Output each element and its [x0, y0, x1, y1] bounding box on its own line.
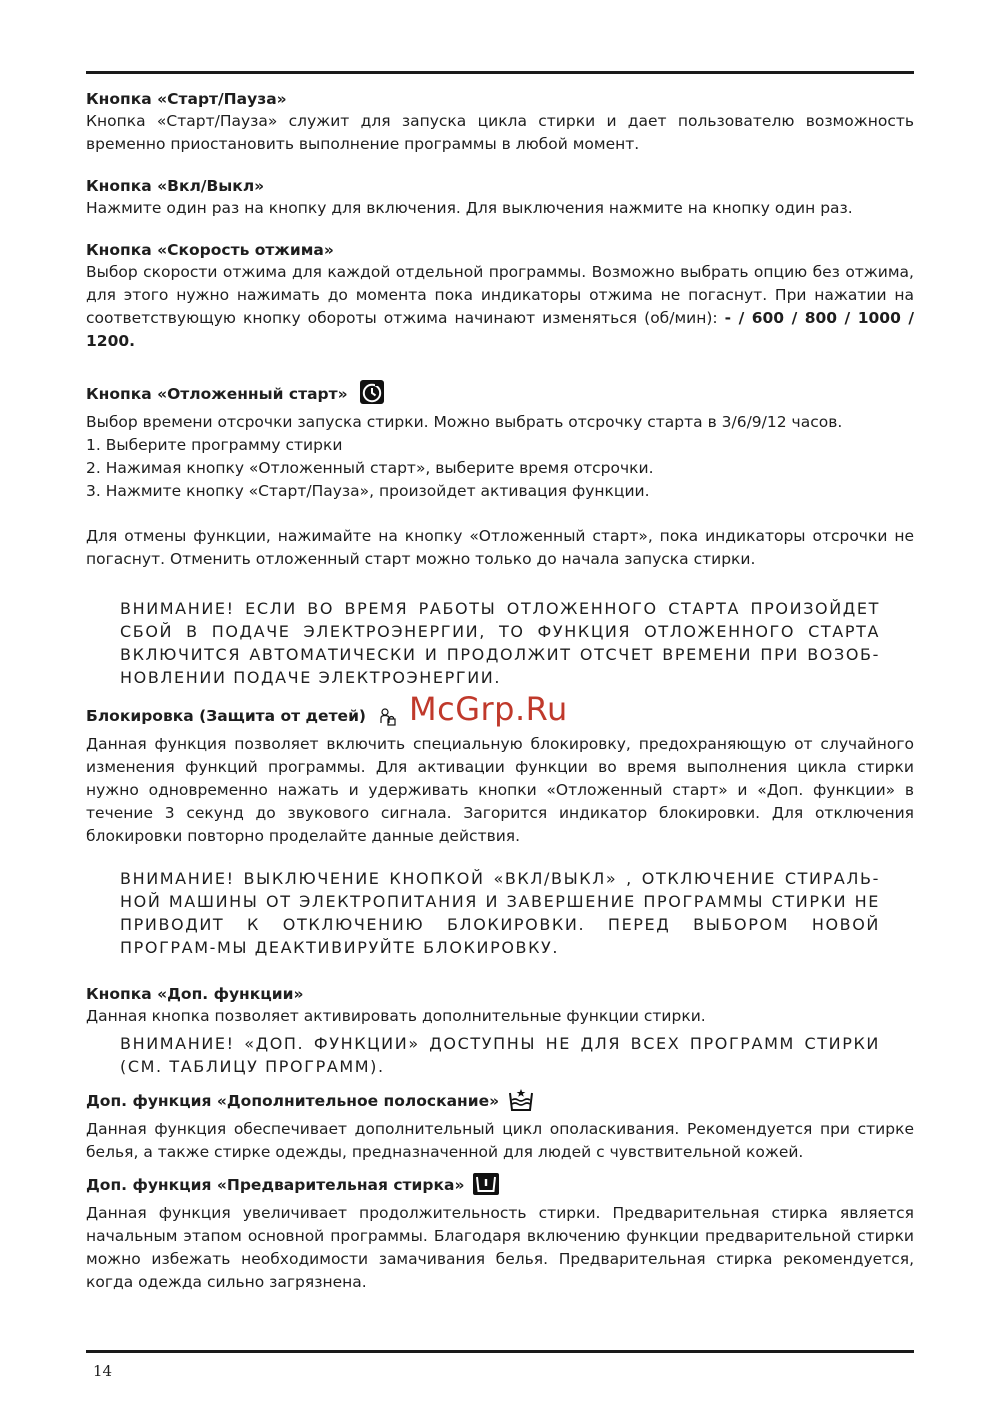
section-power — [86, 175, 914, 220]
child-lock-icon — [377, 707, 397, 733]
section-spin — [86, 239, 914, 353]
section-title: Кнопка «Доп. функции» — [86, 985, 304, 1003]
warning-note: ВНИМАНИЕ! ЕСЛИ ВО ВРЕМЯ РАБОТЫ ОТЛОЖЕННОГО СТАРТА ПРОИЗОЙДЕТ СБОЙ В ПОДАЧЕ ЭЛЕКТРОЭНЕРГИИ, ТО ФУНКЦИЯ ОТЛОЖЕННОГО СТАРТА ВКЛЮЧИТСЯ АВТОМАТИЧЕСКИ И ПРОДОЛЖИТ ОТСЧЕТ ВРЕМЕНИ ПРИ ВОЗОБ-НОВЛЕНИИ ПОДАЧЕ ЭЛЕКТРОЭНЕРГИИ. — [120, 599, 880, 687]
section-title — [86, 1172, 914, 1202]
bottom-rule — [86, 1350, 914, 1353]
section-text: Данная функция увеличивает продолжительность стирки. Предварительная стирка является начальным этапом основной программы. Благодаря включению функции предварительной стирки можно избежать необходимости замачивания белья. Предварительная стирка рекомендуется, когда одежда сильно загрязнена. — [86, 1204, 914, 1291]
step-item: 2. Нажимая кнопку «Отложенный старт», выберите время отсрочки. — [86, 459, 654, 477]
section-start-pause — [86, 88, 914, 156]
section-title: Кнопка «Старт/Пауза» — [86, 90, 287, 108]
section-lock — [86, 705, 914, 959]
section-text: Данная кнопка позволяет активировать дополнительные функции стирки. — [86, 1007, 706, 1025]
warning-note: ВНИМАНИЕ! ВЫКЛЮЧЕНИЕ КНОПКОЙ «ВКЛ/ВЫКЛ» , ОТКЛЮЧЕНИЕ СТИРАЛЬ-НОЙ МАШИНЫ ОТ ЭЛЕКТРОПИТАНИЯ И ЗАВЕРШЕНИЕ ПРОГРАММЫ СТИРКИ НЕ ПРИВОДИТ К ОТКЛЮЧЕНИЮ БЛОКИРОВКИ. ПЕРЕД ВЫБОРОМ НОВОЙ ПРОГРАМ-МЫ ДЕАКТИВИРУЙТЕ БЛОКИРОВКУ. — [120, 869, 880, 957]
section-text: Кнопка «Старт/Пауза» служит для запуска цикла стирки и дает пользователю возможность временно приостановить выполнение программы в любой момент. — [86, 112, 914, 153]
section-delay — [86, 379, 914, 689]
rinse-title: Доп. функция «Дополнительное полоскание» — [86, 1092, 500, 1110]
section-extra-functions — [86, 983, 914, 1078]
lock-title: Блокировка (Защита от детей) — [86, 707, 367, 725]
warning-note: ВНИМАНИЕ! «ДОП. ФУНКЦИИ» ДОСТУПНЫ НЕ ДЛЯ ВСЕХ ПРОГРАММ СТИРКИ (СМ. ТАБЛИЦУ ПРОГРАММ). — [120, 1034, 880, 1076]
prewash-icon — [472, 1172, 500, 1202]
step-item: 1. Выберите программу стирки — [86, 436, 343, 454]
section-text: Данная функция позволяет включить специальную блокировку, предохраняющую от случайного изменения функций программы. Для активации функции во время выполнения цикла стирки нужно одновременно нажать и удерживать кнопки «Отложенный старт» и «Доп. функции» в течение 3 секунд до звукового сигнала. Загорится индикатор блокировки. Для отключения блокировки повторно проделайте данные действия. — [86, 735, 914, 845]
section-title — [86, 1088, 914, 1118]
section-extra-rinse — [86, 1088, 914, 1164]
top-rule — [86, 71, 914, 74]
page-number: 14 — [93, 1362, 113, 1380]
section-text: Данная функция обеспечивает дополнительный цикл ополаскивания. Рекомендуется при стирке белья, а также стирке одежды, предназначенной для людей с чувствительной кожей. — [86, 1120, 914, 1161]
spin-description: Выбор скорости отжима для каждой отдельной программы. Возможно выбрать опцию без отжима, для этого нужно нажимать до момента пока индикаторы отжима не погаснут. При нажатии на соответствующую кнопку обороты отжима начинают изменяться (об/мин): — [86, 263, 914, 327]
section-title: Кнопка «Скорость отжима» — [86, 241, 334, 259]
prewash-title: Доп. функция «Предварительная стирка» — [86, 1176, 465, 1194]
section-text — [86, 261, 914, 353]
section-title — [86, 379, 914, 411]
delay-title: Кнопка «Отложенный старт» — [86, 385, 348, 403]
step-item: 3. Нажмите кнопку «Старт/Пауза», произойдет активация функции. — [86, 482, 650, 500]
section-prewash — [86, 1172, 914, 1294]
spin-values: - / 600 / 800 / 1000 / 1200. — [86, 309, 914, 350]
section-text: Нажмите один раз на кнопку для включения. Для выключения нажмите на кнопку один раз. — [86, 199, 853, 217]
watermark: McGrp.Ru — [409, 690, 568, 728]
section-title: Кнопка «Вкл/Выкл» — [86, 177, 265, 195]
section-text: Выбор времени отсрочки запуска стирки. Можно выбрать отсрочку старта в 3/6/9/12 часов. — [86, 413, 843, 431]
cancel-text: Для отмены функции, нажимайте на кнопку «Отложенный старт», пока индикаторы отсрочки не погаснут. Отменить отложенный старт можно только до начала запуска стирки. — [86, 527, 914, 568]
delay-clock-icon — [359, 379, 385, 411]
extra-rinse-icon — [507, 1088, 535, 1118]
